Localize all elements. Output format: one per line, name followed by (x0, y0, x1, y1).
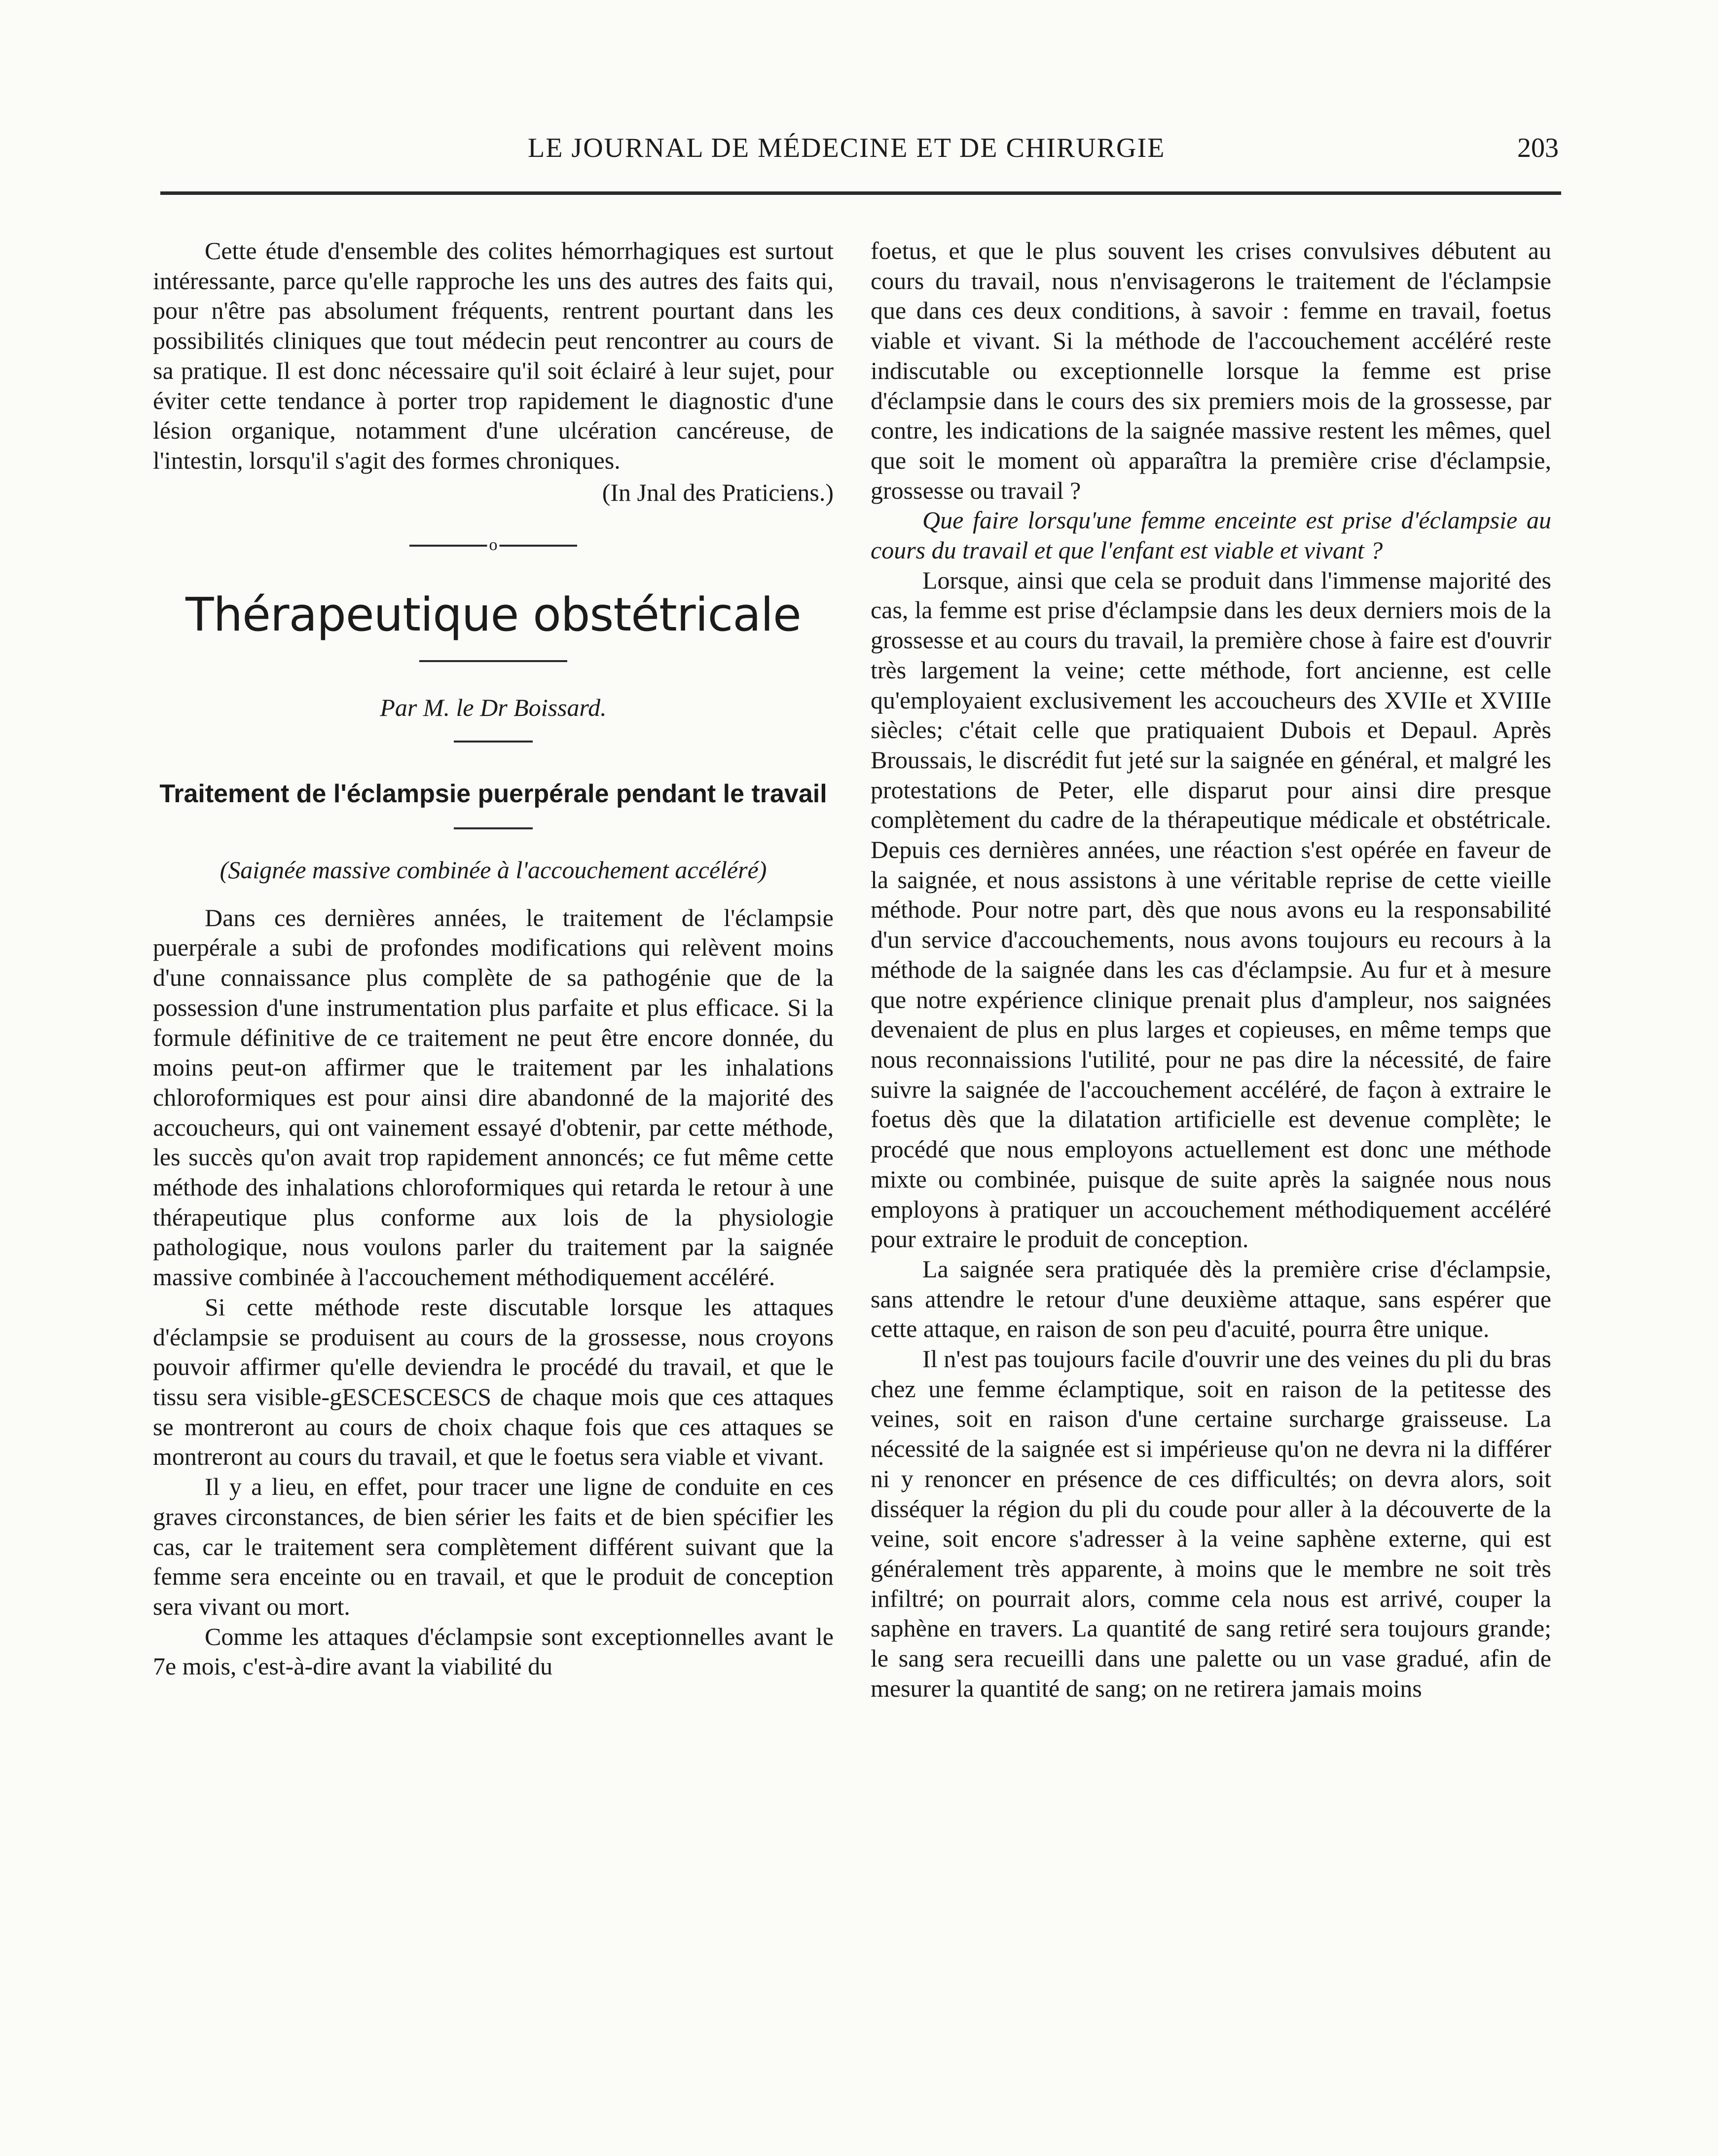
section-title: Traitement de l'éclampsie puerpérale pendant le travail (159, 780, 827, 809)
body-paragraph: Si cette méthode reste discutable lorsque les attaques d'éclampsie se produisent au cours de la grossesse, nous croyons pouvoir affirmer qu'elle deviendra le procédé du travail, et que le tissu sera visible-gESCESCESCS de chaque mois que ces attaques se montreront au cours de choix chaque fois que ces attaques se montreront au cours du travail, et que le foetus sera viable et vivant. (153, 1293, 834, 1471)
ornament-divider (409, 538, 577, 553)
title-rule (419, 660, 567, 662)
body-paragraph: Lorsque, ainsi que cela se produit dans l'immense majorité des cas, la femme est prise d'éclampsie dans les deux derniers mois de la grossesse et au cours du travail, la première chose à faire est d'ouvrir très largement la veine; cette méthode, fort ancienne, est celle qu'employaient exclusivement les accoucheurs des XVIIe et XVIIIe siècles; c'était celle que pratiquaient Dubois et Depaul. Après Broussais, le discrédit fut jeté sur la saignée en général, et malgré les protestations de Peter, elle disparut pour ainsi dire presque complètement du cadre de la thérapeutique médicale et obstétricale. Depuis ces dernières années, une réaction s'est opérée en faveur de la saignée, et nous assistons à une véritable reprise de cette vieille méthode. Pour notre part, dès que nous avons eu la responsabilité d'un service d'accouchements, nous avons toujours eu recours à la méthode de la saignée dans les cas d'éclampsie. Au fur et à mesure que notre expérience clinique prenait plus d'ampleur, nos saignées devenaient de plus en plus larges et copieuses, en même temps que nous reconnaissions l'utilité, pour ne pas dire la nécessité, de faire suivre la saignée de l'accouchement accéléré, de façon à extraire le foetus dès que la dilatation artificielle est devenue complète; le procédé que nous employons actuellement est donc une méthode mixte ou combinée, puisque de suite après la saignée nous nous employons à pratiquer un accouchement méthodiquement accéléré pour extraire le produit de conception. (871, 566, 1551, 1253)
body-paragraph: La saignée sera pratiquée dès la première crise d'éclampsie, sans attendre le retour d'une deuxième attaque, sans espérer que cette attaque, en raison de son peu d'acuité, pourra être unique. (871, 1255, 1551, 1343)
author-line: Par M. le Dr Boissard. (380, 694, 607, 722)
body-paragraph: Dans ces dernières années, le traitement de l'éclampsie puerpérale a subi de profondes modifications qui relèvent moins d'une connaissance plus complète de sa pathogénie que de la possession d'une instrumentation plus parfaite et plus efficace. Si la formule définitive de ce traitement ne peut être encore donnée, du moins peut-on affirmer que le traitement par les inhalations chloroformiques est pour ainsi dire abandonné de la majorité des accoucheurs, qui ont vainement essayé d'obtenir, par cette méthode, les succès qu'on avait trop rapidement annoncés; ce fut même cette méthode des inhalations chloroformiques qui retarda le retour à une thérapeutique plus conforme aux lois de la physiologie pathologique, nous voulons parler du traitement par la saignée massive combinée à l'accouchement méthodiquement accéléré. (153, 903, 834, 1291)
body-paragraph: foetus, et que le plus souvent les crises convulsives débutent au cours du travail, nous n'envisagerons le traitement de l'éclampsie que dans ces deux conditions, à savoir : femme en travail, foetus viable et vivant. Si la méthode de l'accouchement accéléré reste indiscutable ou exceptionnelle lorsque la femme est prise d'éclampsie dans le cours des six premiers mois de la grossesse, par contre, les indications de la saignée massive restent les mêmes, quel que soit le moment où apparaîtra la première crise d'éclampsie, grossesse ou travail ? (871, 237, 1551, 504)
header-rule (160, 191, 1561, 195)
section-rule (454, 827, 533, 829)
running-head (163, 132, 1559, 177)
body-paragraph: Il y a lieu, en effet, pour tracer une ligne de conduite en ces graves circonstances, de bien sérier les faits et de bien spécifier les cas, car le traitement sera complètement différent suivant que la femme sera enceinte ou en travail, et que le produit de conception sera vivant ou mort. (153, 1473, 834, 1620)
page-number: 203 (1517, 133, 1559, 163)
section-subtitle: (Saignée massive combinée à l'accouchement accéléré) (219, 856, 767, 884)
source-signature: (In Jnal des Praticiens.) (602, 478, 834, 506)
body-paragraph: Il n'est pas toujours facile d'ouvrir une des veines du pli du bras chez une femme éclamptique, soit en raison de la petitesse des veines, soit en raison d'une certaine surcharge graisseuse. La nécessité de la saignée est si impérieuse qu'on ne devra ni la différer ni y renoncer en présence de ces difficultés; on devra alors, soit disséquer la région du pli du coude pour aller à la découverte de la veine, soit encore s'adresser à la veine saphène externe, qui est généralement très apparente, à moins que le membre ne soit très infiltré; on pourrait alors, comme cela nous est arrivé, couper la saphène en travers. La quantité de sang retiré sera toujours grande; le sang sera recueilli dans une palette ou un vase gradué, afin de mesurer la quantité de sang; on ne retirera jamais moins (871, 1345, 1551, 1702)
body-paragraph: Comme les attaques d'éclampsie sont exceptionnelles avant le 7e mois, c'est-à-dire avant la viabilité du (153, 1622, 834, 1680)
intro-paragraph: Cette étude d'ensemble des colites hémorrhagiques est surtout intéressante, parce qu'elle rapproche les uns des autres des faits qui, pour n'être pas absolument fréquents, rentrent pourtant dans les possibilités cliniques que tout médecin peut rencontrer au cours de sa pratique. Il est donc nécessaire qu'il soit éclairé à leur sujet, pour éviter cette tendance à porter trop rapidement le diagnostic d'une lésion organique, notamment d'une ulcération cancéreuse, de l'intestin, lorsqu'il s'agit des formes chroniques. (153, 237, 834, 474)
journal-title: LE JOURNAL DE MÉDECINE ET DE CHIRURGIE (528, 133, 1166, 163)
right-column (871, 236, 1551, 1703)
question-paragraph: Que faire lorsqu'une femme enceinte est prise d'éclampsie au cours du travail et que l'enfant est viable et vivant ? (871, 506, 1551, 564)
left-column (153, 236, 834, 1681)
author-rule (454, 741, 533, 743)
ornament-glyph: o (487, 538, 500, 553)
article-title: Thérapeutique obstétricale (185, 588, 801, 642)
